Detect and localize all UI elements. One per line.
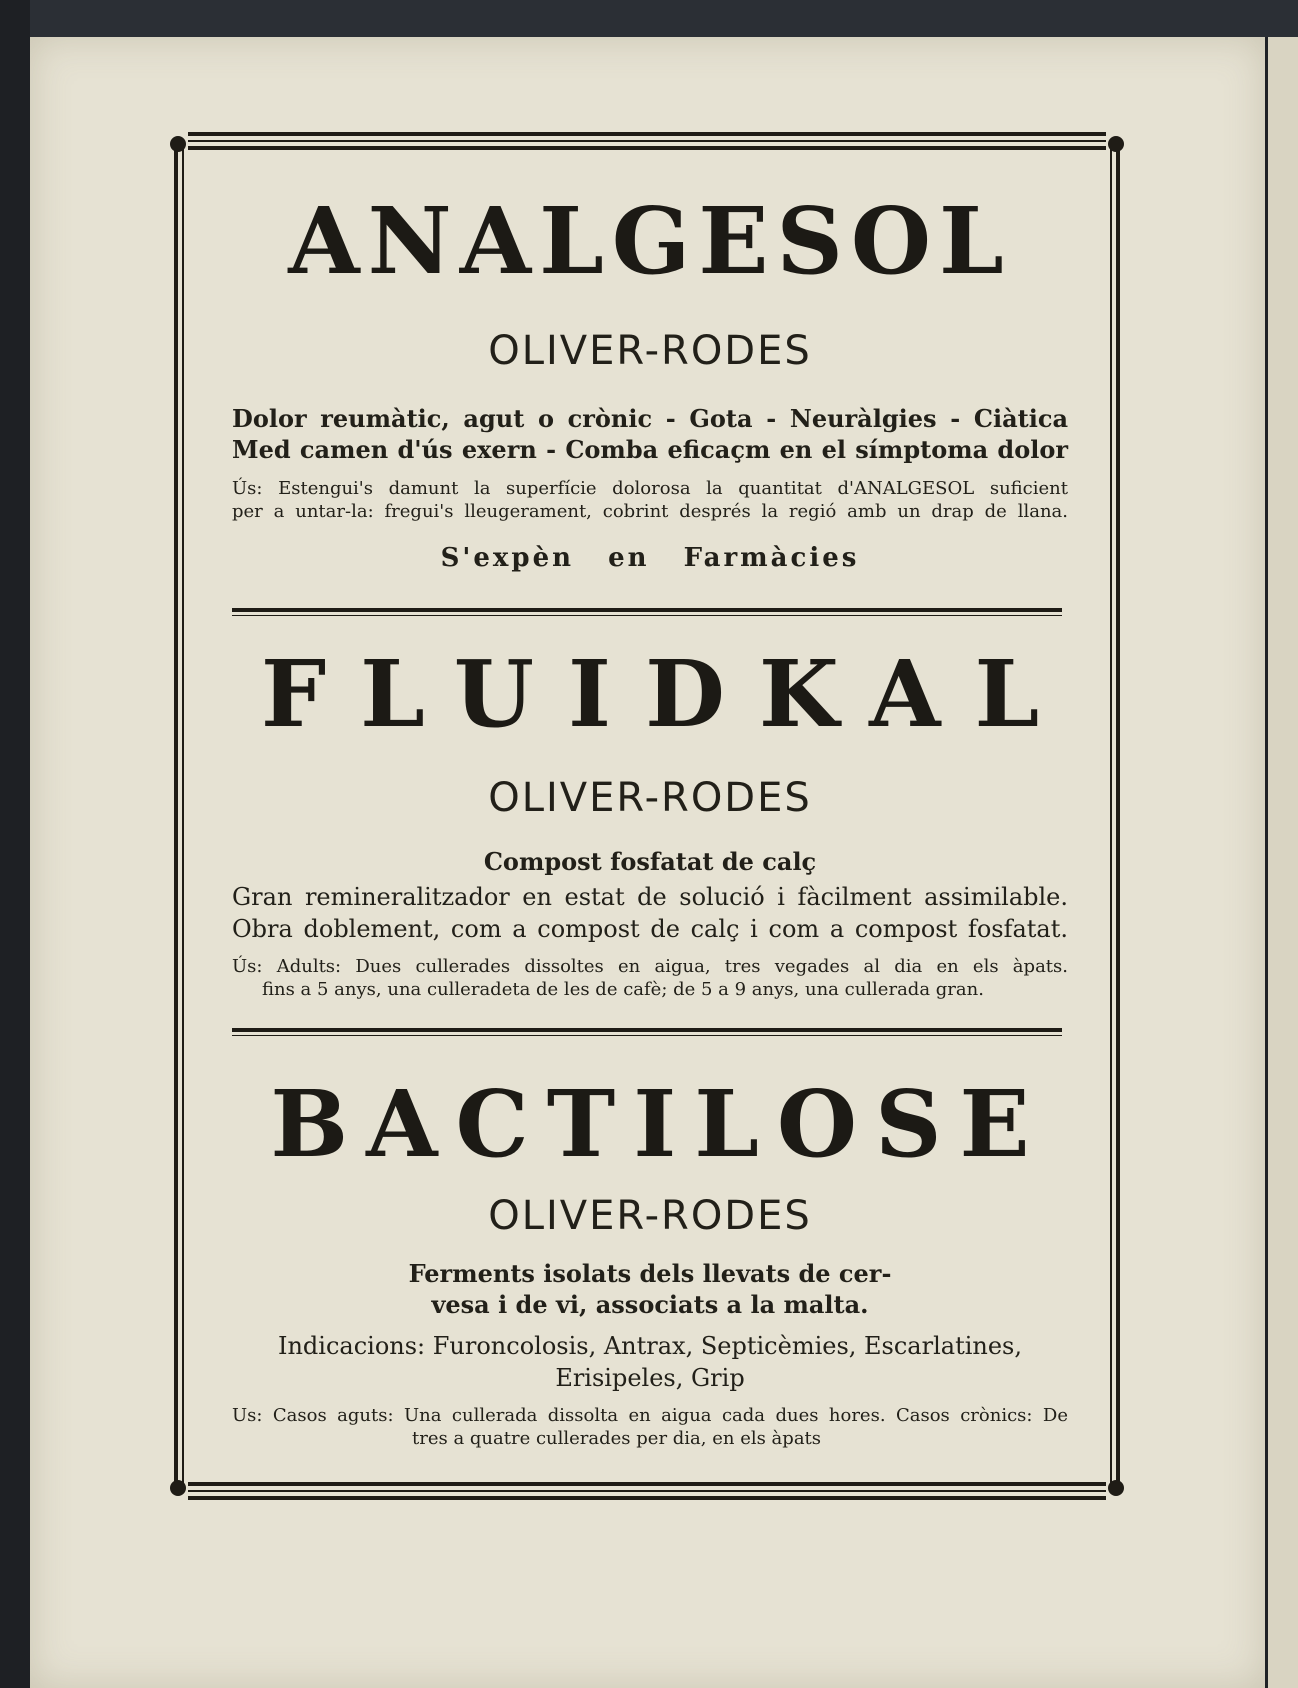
ad-subtitle: Ferments isolats dels llevats de cer- (408, 1259, 892, 1288)
frame-corner-dot (1108, 1480, 1124, 1496)
ad-analgesol (232, 187, 1068, 573)
section-divider (232, 608, 1062, 612)
frame-left-rule (174, 146, 178, 1486)
ad-fluidkal (232, 640, 1074, 1001)
frame-bottom-rule (188, 1496, 1106, 1500)
frame-top-rule (188, 132, 1106, 136)
ad-line: Dolor reumàtic, agut o crònic - Gota - Neuràlgies - Ciàtica (232, 404, 1068, 433)
frame-corner-dot (170, 1480, 186, 1496)
brand-title: BACTILOSE (270, 1070, 1048, 1178)
ad-line: Indicacions: Furoncolosis, Antrax, Septicèmies, Escarlatines, (277, 1332, 1022, 1360)
ad-line: Obra doblement, com a compost de calç i com a compost fosfatat. (232, 915, 1068, 943)
frame-bottom-rule-inner (188, 1490, 1106, 1492)
frame-top-rule-3 (188, 146, 1106, 150)
frame-left-rule-inner (182, 146, 184, 1486)
ad-subtitle: vesa i de vi, associats a la malta. (431, 1290, 869, 1319)
usage-line: Us: Casos aguts: Una cullerada dissolta en aigua cada dues hores. Casos crònics: De (232, 1405, 1068, 1426)
maker-name: OLIVER-RODES (488, 1193, 812, 1239)
maker-name: OLIVER-RODES (488, 775, 812, 821)
section-divider (232, 1028, 1062, 1032)
usage-line: fins a 5 anys, una culleradeta de les de cafè; de 5 a 9 anys, una cullerada gran. (262, 979, 984, 1000)
frame-top-rule-inner (188, 140, 1106, 142)
frame-right-rule-inner (1110, 146, 1112, 1486)
frame-bottom-rule-3 (188, 1482, 1106, 1486)
ad-line: Erisipeles, Grip (555, 1364, 745, 1392)
frame-corner-dot (170, 136, 186, 152)
brand-title: ANALGESOL (288, 187, 1012, 295)
sold-in-pharmacies: S'expèn en Farmàcies (440, 543, 860, 573)
frame-corner-dot (1108, 136, 1124, 152)
brand-title: FLUIDKAL (260, 640, 1074, 748)
ad-subtitle: Compost fosfatat de calç (483, 847, 817, 876)
usage-line: Ús: Adults: Dues cullerades dissoltes en aigua, tres vegades al dia en els àpats. (232, 956, 1068, 977)
adjacent-page-edge (1265, 37, 1298, 1688)
frame-right-rule (1116, 146, 1120, 1486)
ad-bactilose (232, 1070, 1068, 1450)
ad-line: Gran remineralitzador en estat de solució i fàcilment assimilable. (232, 883, 1068, 911)
ad-line: Med camen d'ús exern - Comba eficaçm en el símptoma dolor (232, 435, 1068, 464)
usage-line: Ús: Estengui's damunt la superfície dolorosa la quantitat d'ANALGESOL suficient (232, 478, 1068, 499)
scan-left-edge (0, 0, 30, 1688)
maker-name: OLIVER-RODES (488, 328, 812, 374)
usage-line: tres a quatre cullerades per dia, en els àpats (412, 1428, 822, 1449)
usage-line: per a untar-la: fregui's lleugerament, cobrint després la regió amb un drap de llana. (232, 501, 1068, 522)
